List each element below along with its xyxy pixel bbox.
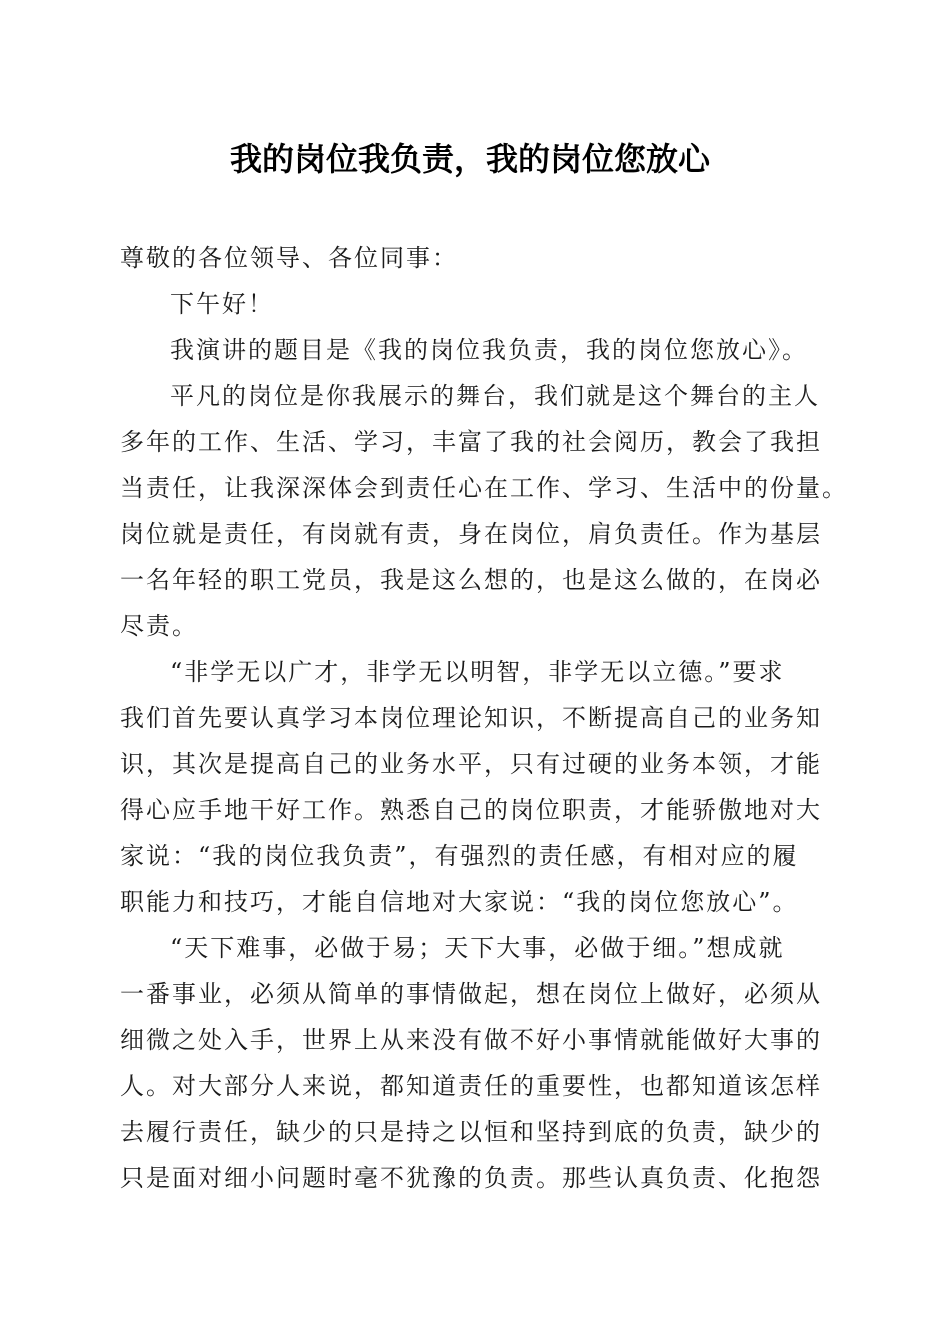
paragraph-line: 岗位就是责任，有岗就有责，身在岗位，肩负责任。作为基层 <box>120 520 822 548</box>
paragraph-line: 平凡的岗位是你我展示的舞台，我们就是这个舞台的主人 <box>170 382 820 410</box>
paragraph-line: “天下难事，必做于易；天下大事，必做于细。”想成就 <box>170 934 785 962</box>
paragraph-line: 当责任，让我深深体会到责任心在工作、学习、生活中的份量。 <box>120 474 848 502</box>
greeting-line: 下午好！ <box>170 290 274 318</box>
paragraph-line: 得心应手地干好工作。熟悉自己的岗位职责，才能骄傲地对大 <box>120 796 822 824</box>
paragraph-line: 职能力和技巧，才能自信地对大家说：“我的岗位您放心”。 <box>120 888 799 916</box>
paragraph-line: 一番事业，必须从简单的事情做起，想在岗位上做好，必须从 <box>120 980 822 1008</box>
paragraph-line: 细微之处入手，世界上从来没有做不好小事情就能做好大事的 <box>120 1026 822 1054</box>
paragraph-line: 我演讲的题目是《我的岗位我负责，我的岗位您放心》。 <box>170 336 808 364</box>
document-title: 我的岗位我负责，我的岗位您放心 <box>229 140 710 178</box>
paragraph-line: 多年的工作、生活、学习，丰富了我的社会阅历，教会了我担 <box>120 428 822 456</box>
paragraph-line: 尽责。 <box>120 612 198 640</box>
paragraph-line: 只是面对细小问题时毫不犹豫的负责。那些认真负责、化抱怨 <box>120 1164 822 1192</box>
salutation-line: 尊敬的各位领导、各位同事： <box>120 244 458 272</box>
paragraph-line: 我们首先要认真学习本岗位理论知识，不断提高自己的业务知 <box>120 704 822 732</box>
paragraph-line: 识，其次是提高自己的业务水平，只有过硬的业务本领，才能 <box>120 750 822 778</box>
paragraph-line: “非学无以广才，非学无以明智，非学无以立德。”要求 <box>170 658 785 686</box>
document-body <box>120 235 848 1201</box>
paragraph-line: 去履行责任，缺少的只是持之以恒和坚持到底的负责，缺少的 <box>120 1118 822 1146</box>
paragraph-line: 一名年轻的职工党员，我是这么想的，也是这么做的，在岗必 <box>120 566 822 594</box>
paragraph-line: 家说：“我的岗位我负责”，有强烈的责任感，有相对应的履 <box>120 842 799 870</box>
paragraph-line: 人。对大部分人来说，都知道责任的重要性，也都知道该怎样 <box>120 1072 822 1100</box>
